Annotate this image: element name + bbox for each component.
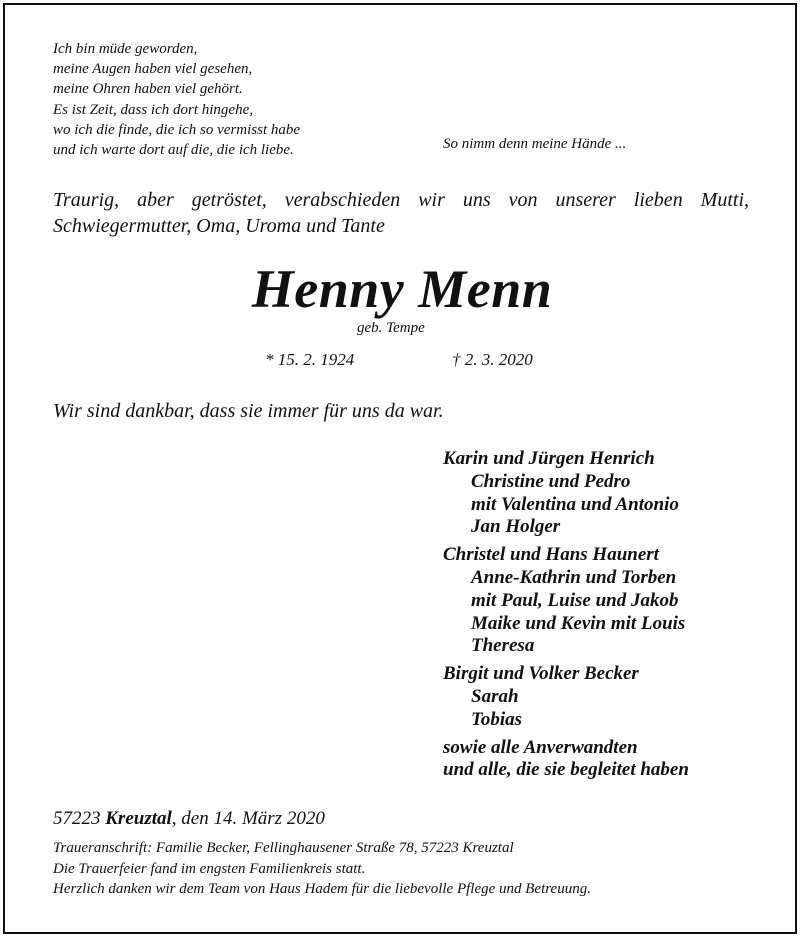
poem-line: Es ist Zeit, dass ich dort hingehe, xyxy=(53,101,253,118)
closing-lines xyxy=(443,737,689,783)
obituary-notice xyxy=(3,3,797,934)
maiden-name: geb. Tempe xyxy=(357,320,425,336)
birth-date: * 15. 2. 1924 xyxy=(265,350,355,369)
intro-line: Schwiegermutter, Oma, Uroma und Tante xyxy=(53,215,385,237)
poem-line: meine Ohren haben viel gehört. xyxy=(53,81,243,98)
thanks-line: Wir sind dankbar, dass sie immer für uns da war. xyxy=(53,400,444,422)
poem-tail: So nimm denn meine Hände ... xyxy=(443,136,627,152)
closing-line: und alle, die sie begleitet haben xyxy=(443,759,689,781)
family-member: Theresa xyxy=(471,635,535,657)
date: , den 14. März 2020 xyxy=(171,808,325,829)
intro-line: Traurig, aber getröstet, verabschieden wir uns von unserer lieben Mutti, xyxy=(53,189,749,211)
postcode: 57223 xyxy=(53,808,101,829)
family-member: Christine und Pedro xyxy=(471,470,631,492)
thank-you-note: Herzlich danken wir dem Team von Haus Hadem für die liebevolle Pflege und Betreuung. xyxy=(53,881,591,897)
poem-line: meine Augen haben viel gesehen, xyxy=(53,61,253,78)
poem-line: und ich warte dort auf die, die ich liebe. xyxy=(53,141,294,158)
family-member: mit Paul, Luise und Jakob xyxy=(471,589,679,611)
family-member: Anne-Kathrin und Torben xyxy=(471,566,677,588)
intro-text xyxy=(53,187,749,239)
family-member: mit Valentina und Antonio xyxy=(471,493,679,515)
poem-line: Ich bin müde geworden, xyxy=(53,41,198,57)
death-date: † 2. 3. 2020 xyxy=(452,350,533,369)
poem-line: wo ich die finde, die ich so vermisst habe xyxy=(53,121,301,138)
family-group xyxy=(443,544,689,658)
poem xyxy=(53,39,300,160)
family-member: Sarah xyxy=(471,685,519,707)
closing-line: sowie alle Anverwandten xyxy=(443,736,638,758)
city: Kreuztal xyxy=(105,808,172,829)
family-head: Christel und Hans Haunert xyxy=(443,544,659,566)
family-member: Tobias xyxy=(471,708,523,730)
footer-notes xyxy=(53,838,591,900)
mourners-list xyxy=(443,448,689,782)
family-group xyxy=(443,663,689,731)
family-member: Maike und Kevin mit Louis xyxy=(471,612,686,634)
deceased-name: Henny Menn xyxy=(251,259,553,319)
family-head: Birgit und Volker Becker xyxy=(443,663,639,685)
place-date xyxy=(53,808,325,830)
family-member: Jan Holger xyxy=(471,516,561,538)
family-head: Karin und Jürgen Henrich xyxy=(443,448,655,469)
family-group xyxy=(443,448,689,539)
mourning-address: Traueranschrift: Familie Becker, Fellinghausener Straße 78, 57223 Kreuztal xyxy=(53,840,514,856)
funeral-note: Die Trauerfeier fand im engsten Familienkreis statt. xyxy=(53,860,366,877)
